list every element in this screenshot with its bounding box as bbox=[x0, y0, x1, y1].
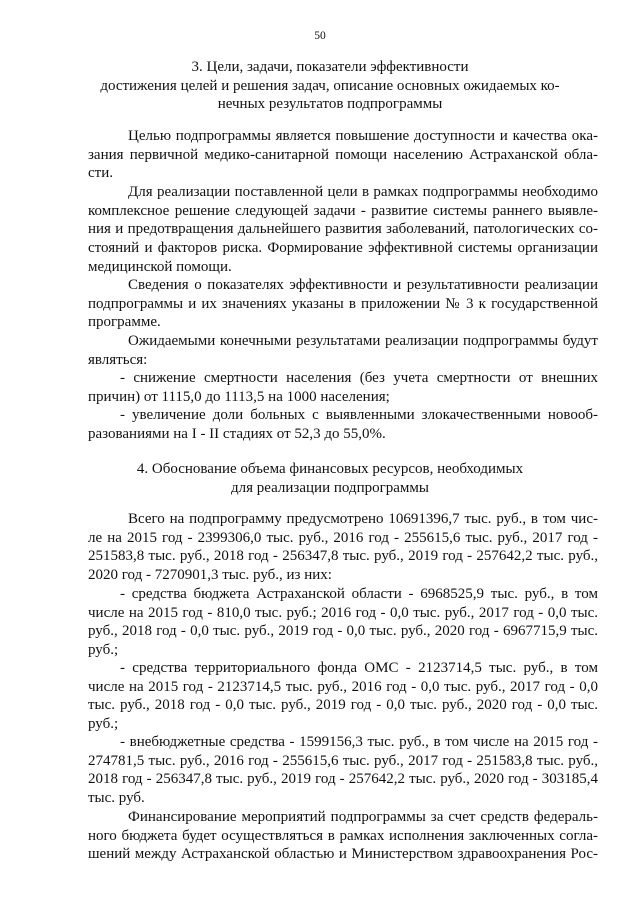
text-line: тыс. руб., 2018 год - 0,0 тыс. руб., 2019 год - 0,0 тыс. руб., 2020 год - 0,0 тыс. bbox=[88, 697, 598, 714]
text-line: 274781,5 тыс. руб., 2016 год - 255615,6 тыс. руб., 2017 год - 251583,8 тыс. руб., bbox=[88, 752, 598, 769]
text-line: причин) от 1115,0 до 1113,5 на 1000 населения; bbox=[88, 388, 390, 405]
text-line: руб.; bbox=[88, 716, 119, 733]
paragraph-task bbox=[88, 183, 598, 277]
text-line: ния и предотвращения дальнейшего развития заболеваний, патологических со- bbox=[88, 221, 598, 238]
paragraph-extrabudgetary bbox=[88, 733, 598, 808]
paragraph-indicators bbox=[88, 276, 598, 332]
text-line: комплексное решение следующей задачи - развитие системы раннего выявле- bbox=[88, 202, 598, 219]
list-item-mortality bbox=[88, 369, 598, 406]
text-line: руб., 2018 год - 0,0 тыс. руб., 2019 год - 0,0 тыс. руб., 2020 год - 6967715,9 тыс. bbox=[88, 623, 598, 640]
text-line: Для реализации поставленной цели в рамках подпрограммы необходимо bbox=[128, 184, 598, 200]
paragraph-regional-budget bbox=[88, 585, 598, 660]
text-line: числе на 2015 год - 810,0 тыс. руб.; 2016 год - 0,0 тыс. руб., 2017 год - 0,0 тыс. bbox=[88, 604, 598, 621]
heading-line: 3. Цели, задачи, показатели эффективности bbox=[191, 59, 469, 75]
text-line: 2020 год - 7270901,3 тыс. руб., из них: bbox=[88, 567, 332, 584]
heading-line: 4. Обоснование объема финансовых ресурсов, необходимых bbox=[136, 461, 524, 477]
text-line: ле на 2015 год - 2399306,0 тыс. руб., 2016 год - 255615,6 тыс. руб., 2017 год - bbox=[88, 529, 598, 546]
text-line: зания первичной медико-санитарной помощи населению Астраханской обла- bbox=[88, 146, 598, 163]
heading-line: достижения целей и решения задач, описание основных ожидаемых ко- bbox=[100, 77, 560, 94]
text-line: сти. bbox=[88, 165, 113, 182]
heading-line: для реализации подпрограммы bbox=[231, 479, 429, 496]
paragraph-goal bbox=[88, 127, 598, 183]
section-4-heading bbox=[60, 460, 600, 497]
text-line: Ожидаемыми конечными результатами реализации подпрограммы будут bbox=[128, 333, 598, 349]
text-line: разованиями на I - II стадиях от 52,3 до 55,0%. bbox=[88, 425, 386, 442]
text-line: Всего на подпрограмму предусмотрено 10691396,7 тыс. руб., в том чис- bbox=[128, 511, 598, 527]
section-3-heading bbox=[60, 58, 600, 114]
text-line: Финансирование мероприятий подпрограммы за счет средств федераль- bbox=[128, 809, 598, 825]
text-line: шений между Астраханской областью и Министерством здравоохранения Рос- bbox=[88, 846, 598, 863]
text-line: - средства бюджета Астраханской области - 6968525,9 тыс. руб., в том bbox=[120, 586, 598, 602]
text-line: - средства территориального фонда ОМС - 2123714,5 тыс. руб., в том bbox=[120, 660, 598, 676]
text-line: Целью подпрограммы является повышение доступности и качества ока- bbox=[128, 128, 598, 144]
text-line: руб.; bbox=[88, 642, 119, 659]
text-line: 2018 год - 256347,8 тыс. руб., 2019 год - 257642,2 тыс. руб., 2020 год - 303185,4 bbox=[88, 771, 598, 788]
paragraph-expected-results bbox=[88, 332, 598, 369]
text-line: - внебюджетные средства - 1599156,3 тыс. руб., в том числе на 2015 год - bbox=[120, 734, 598, 750]
list-item-oncology bbox=[88, 406, 598, 443]
text-line: являться: bbox=[88, 351, 148, 368]
text-line: - снижение смертности населения (без учета смертности от внешних bbox=[120, 370, 598, 386]
text-line: - увеличение доли больных с выявленными злокачественными новооб- bbox=[120, 407, 598, 423]
text-line: числе на 2015 год - 2123714,5 тыс. руб., 2016 год - 0,0 тыс. руб., 2017 год - 0,0 bbox=[88, 678, 598, 695]
paragraph-federal-funding bbox=[88, 808, 598, 864]
text-line: медицинской помощи. bbox=[88, 258, 232, 275]
heading-line: нечных результатов подпрограммы bbox=[217, 96, 443, 112]
text-line: 251583,8 тыс. руб., 2018 год - 256347,8 тыс. руб., 2019 год - 257642,2 тыс. руб., bbox=[88, 548, 598, 565]
text-line: Сведения о показателях эффективности и результативности реализации bbox=[128, 277, 598, 293]
paragraph-total-funding bbox=[88, 510, 598, 585]
text-line: подпрограммы и их значениях указаны в приложении № 3 к государственной bbox=[88, 295, 598, 312]
text-line: программе. bbox=[88, 314, 161, 331]
page-number: 50 bbox=[314, 30, 326, 42]
paragraph-oms-fund bbox=[88, 659, 598, 734]
text-line: тыс. руб. bbox=[88, 790, 145, 807]
text-line: стояний и факторов риска. Формирование эффективной системы организации bbox=[88, 240, 598, 257]
text-line: ного бюджета будет осуществляться в рамках исполнения заключенных согла- bbox=[88, 827, 598, 844]
